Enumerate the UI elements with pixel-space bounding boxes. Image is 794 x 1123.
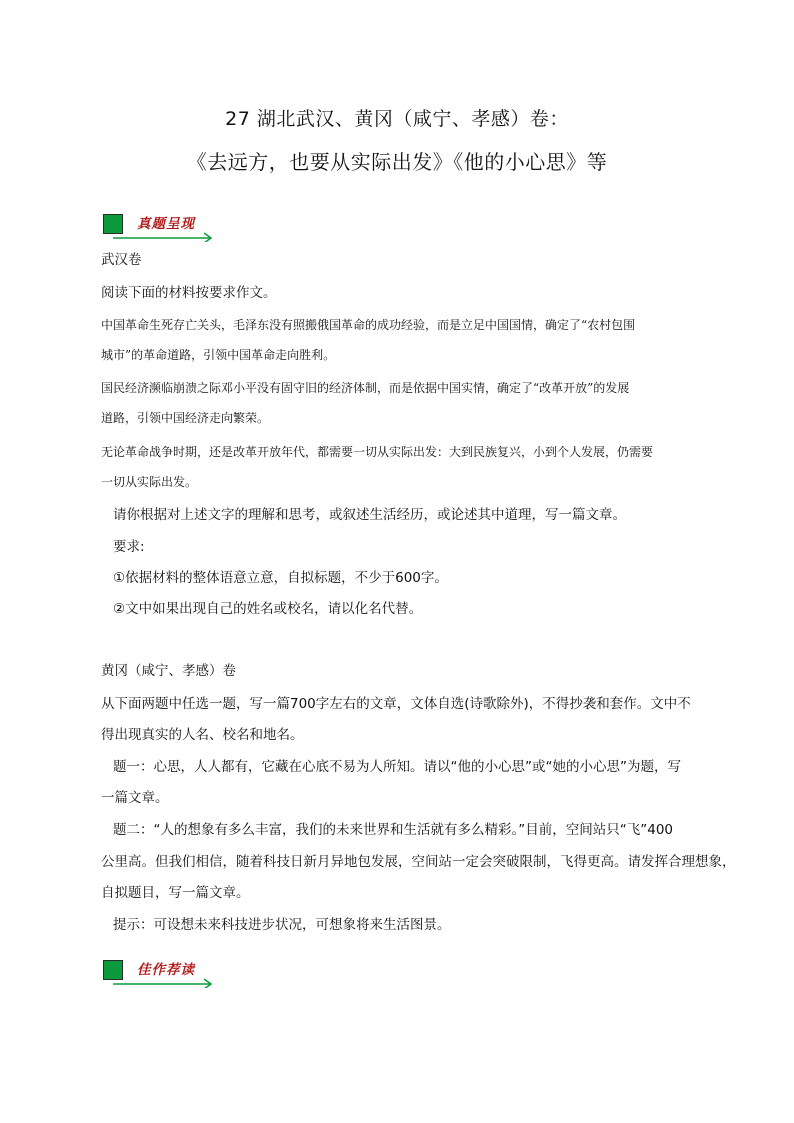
section-label-jiazuo: 佳作荐读 (137, 962, 195, 978)
huanggang-intro-line2: 得出现真实的人名、校名和地名。 (101, 727, 304, 743)
wuhan-prompt: 请你根据对上述文字的理解和思考，或叙述生活经历，或论述其中道理，写一篇文章。 (113, 507, 626, 523)
huanggang-intro-line1: 从下面两题中任选一题，写一篇700字左右的文章，文体自选(诗歌除外)，不得抄袭和套作。文中不 (101, 696, 691, 712)
huanggang-q2-line2: 公里高。但我们相信，随着科技日新月异地包发展，空间站一定会突破限制，飞得更高。请发挥合理想象， (101, 854, 736, 870)
page-title-line1: 27 湖北武汉、黄冈（咸宁、孝感）卷： (225, 108, 569, 130)
page-title-line2: 《去远方，也要从实际出发》《他的小心思》等 (186, 150, 608, 174)
section-label-zhenti: 真题呈现 (137, 216, 195, 232)
huanggang-heading: 黄冈（咸宁、孝感）卷 (101, 663, 236, 679)
huanggang-q2-line3: 自拟题目，写一篇文章。 (101, 885, 250, 901)
wuhan-para3-line2: 一切从实际出发。 (101, 475, 198, 489)
section-header-zhenti (103, 210, 215, 242)
wuhan-para1-line1: 中国革命生死存亡关头，毛泽东没有照搬俄国革命的成功经验，而是立足中国国情，确定了“农村包围 (101, 318, 636, 332)
huanggang-hint: 提示：可设想未来科技进步状况，可想象将来生活图景。 (113, 917, 451, 933)
section-header-jiazuo (103, 956, 215, 988)
wuhan-para3-line1: 无论革命战争时期，还是改革开放年代，都需要一切从实际出发：大到民族复兴，小到个人发展，仍需要 (101, 445, 654, 459)
wuhan-requirement-1: ①依据材料的整体语意立意，自拟标题，不少于600字。 (113, 570, 448, 586)
section-square-icon (103, 960, 123, 980)
wuhan-para2-line1: 国民经济濒临崩溃之际邓小平没有固守旧的经济体制，而是依据中国实情，确定了“改革开放”的发展 (101, 381, 630, 395)
section-square-icon (103, 214, 123, 234)
huanggang-q2-line1: 题二：“人的想象有多么丰富，我们的未来世界和生活就有多么精彩。”目前，空间站只“飞”400 (113, 822, 673, 838)
wuhan-requirements-label: 要求: (113, 539, 145, 555)
huanggang-q1-line2: 一篇文章。 (101, 790, 169, 806)
wuhan-para1-line2: 城市”的革命道路，引领中国革命走向胜利。 (101, 348, 336, 362)
wuhan-requirement-2: ②文中如果出现自己的姓名或校名，请以化名代替。 (113, 601, 423, 617)
wuhan-heading: 武汉卷 (101, 252, 142, 268)
wuhan-instruction: 阅读下面的材料按要求作文。 (101, 285, 277, 301)
wuhan-para2-line2: 道路，引领中国经济走向繁荣。 (101, 411, 270, 425)
huanggang-q1-line1: 题一：心思，人人都有，它藏在心底不易为人所知。请以“他的小心思”或“她的小心思”为题，写 (113, 759, 681, 775)
